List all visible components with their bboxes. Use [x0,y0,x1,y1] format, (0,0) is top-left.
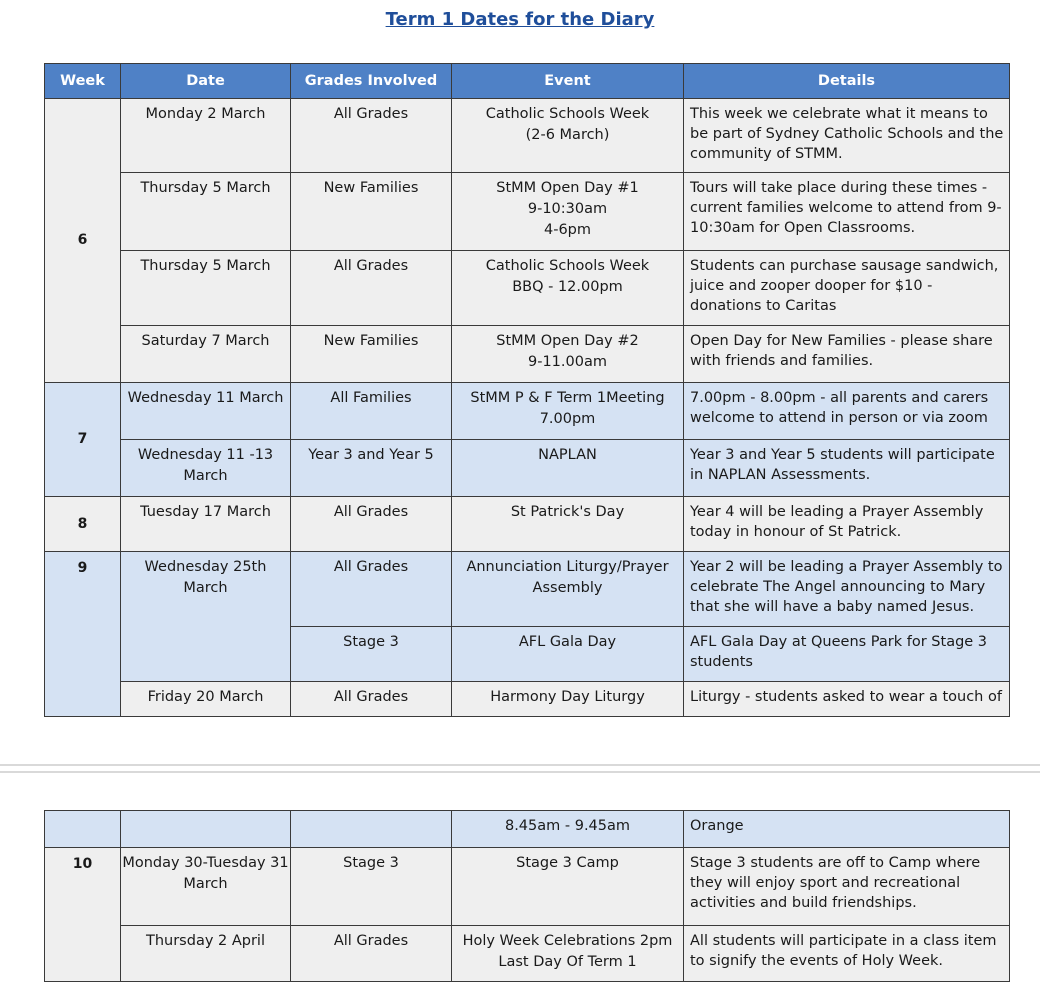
details-cell: Year 4 will be leading a Prayer Assembly today in honour of St Patrick. [684,497,1010,552]
details-cell: All students will participate in a class item to signify the events of Holy Week. [684,926,1010,982]
event-line: Catholic Schools Week [485,258,650,274]
event-cell [452,682,684,717]
table-row [45,552,1010,627]
event-line: StMM P & F Term 1Meeting [470,390,665,406]
date-cell: Thursday 5 March [121,251,291,326]
details-cell: Open Day for New Families - please share with friends and families. [684,326,1010,383]
grades-cell: All Grades [291,497,452,552]
date-cell: Friday 20 March [121,682,291,717]
event-line: Stage 3 Camp [516,855,619,871]
week-cell: 7 [45,383,121,497]
event-line: St Patrick's Day [510,504,625,520]
grades-cell: New Families [291,173,452,251]
table-row [45,811,1010,848]
week-cell: 10 [45,848,121,982]
week-cell: 8 [45,497,121,552]
details-cell: 7.00pm - 8.00pm - all parents and carers welcome to attend in person or via zoom [684,383,1010,440]
date-cell: Wednesday 11 March [121,383,291,440]
event-line: 9-10:30am [527,201,608,217]
date-cell: Wednesday 25th March [121,552,291,682]
date-cell: Tuesday 17 March [121,497,291,552]
event-line: 7.00pm [539,411,596,427]
grades-cell: All Grades [291,552,452,627]
event-cell [452,99,684,173]
header-details: Details [684,64,1010,99]
week-cell: 6 [45,99,121,383]
grades-cell: Year 3 and Year 5 [291,440,452,497]
event-line: (2-6 March) [525,127,610,143]
details-cell: Year 3 and Year 5 students will participate in NAPLAN Assessments. [684,440,1010,497]
table-row [45,497,1010,552]
event-cell [452,552,684,627]
table-row [45,383,1010,440]
event-line: 9-11.00am [528,354,607,370]
table-row [45,848,1010,926]
table-row [45,99,1010,173]
event-line: Annunciation Liturgy/Prayer [466,559,669,575]
event-cell [452,251,684,326]
details-cell: Stage 3 students are off to Camp where they will enjoy sport and recreational activities and build friendships. [684,848,1010,926]
header-event: Event [452,64,684,99]
date-cell [121,811,291,848]
grades-cell [291,811,452,848]
grades-cell: All Grades [291,682,452,717]
week-cell: 9 [45,552,121,717]
details-cell: Orange [684,811,1010,848]
grades-cell: New Families [291,326,452,383]
event-cell [452,497,684,552]
diary-table-page2 [44,810,1010,982]
details-cell: Liturgy - students asked to wear a touch of [684,682,1010,717]
table-row [45,251,1010,326]
event-line: StMM Open Day #2 [496,333,639,349]
page-break-divider [0,764,1040,766]
date-cell: Thursday 2 April [121,926,291,982]
event-line: 4-6pm [543,222,591,238]
details-cell: Students can purchase sausage sandwich, juice and zooper dooper for $10 - donations to Caritas [684,251,1010,326]
date-cell: Wednesday 11 -13 March [121,440,291,497]
event-cell [452,440,684,497]
grades-cell: All Grades [291,251,452,326]
event-cell [452,326,684,383]
event-cell [452,848,684,926]
event-line: Catholic Schools Week [485,106,650,122]
grades-cell: Stage 3 [291,627,452,682]
event-line: Harmony Day Liturgy [490,689,645,705]
diary-table-page1 [44,63,1010,717]
event-line: Holy Week Celebrations 2pm [462,933,673,949]
table-row [45,682,1010,717]
event-line: BBQ - 12.00pm [512,279,623,295]
grades-cell: All Families [291,383,452,440]
header-week: Week [45,64,121,99]
details-cell: Year 2 will be leading a Prayer Assembly to celebrate The Angel announcing to Mary that she will have a baby named Jesus. [684,552,1010,627]
details-cell: AFL Gala Day at Queens Park for Stage 3 students [684,627,1010,682]
event-line: StMM Open Day #1 [496,180,639,196]
event-line: AFL Gala Day [518,634,617,650]
table-row [45,326,1010,383]
event-cell [452,926,684,982]
details-cell: This week we celebrate what it means to be part of Sydney Catholic Schools and the community of STMM. [684,99,1010,173]
header-grades: Grades Involved [291,64,452,99]
date-cell: Monday 30-Tuesday 31 March [121,848,291,926]
grades-cell: All Grades [291,926,452,982]
header-date: Date [121,64,291,99]
table-row [45,440,1010,497]
grades-cell: Stage 3 [291,848,452,926]
page-break-divider [0,771,1040,773]
event-cell: 8.45am - 9.45am [452,811,684,848]
date-cell: Thursday 5 March [121,173,291,251]
week-cell [45,811,121,848]
details-cell: Tours will take place during these times - current families welcome to attend from 9-10:30am for Open Classrooms. [684,173,1010,251]
event-line: NAPLAN [538,447,597,463]
event-cell [452,173,684,251]
table-row [45,926,1010,982]
grades-cell: All Grades [291,99,452,173]
event-line: Assembly [532,580,603,596]
table-row [45,173,1010,251]
date-cell: Saturday 7 March [121,326,291,383]
date-cell: Monday 2 March [121,99,291,173]
page-title: Term 1 Dates for the Diary [385,9,655,30]
event-cell [452,383,684,440]
event-cell [452,627,684,682]
event-line: Last Day Of Term 1 [498,954,637,970]
